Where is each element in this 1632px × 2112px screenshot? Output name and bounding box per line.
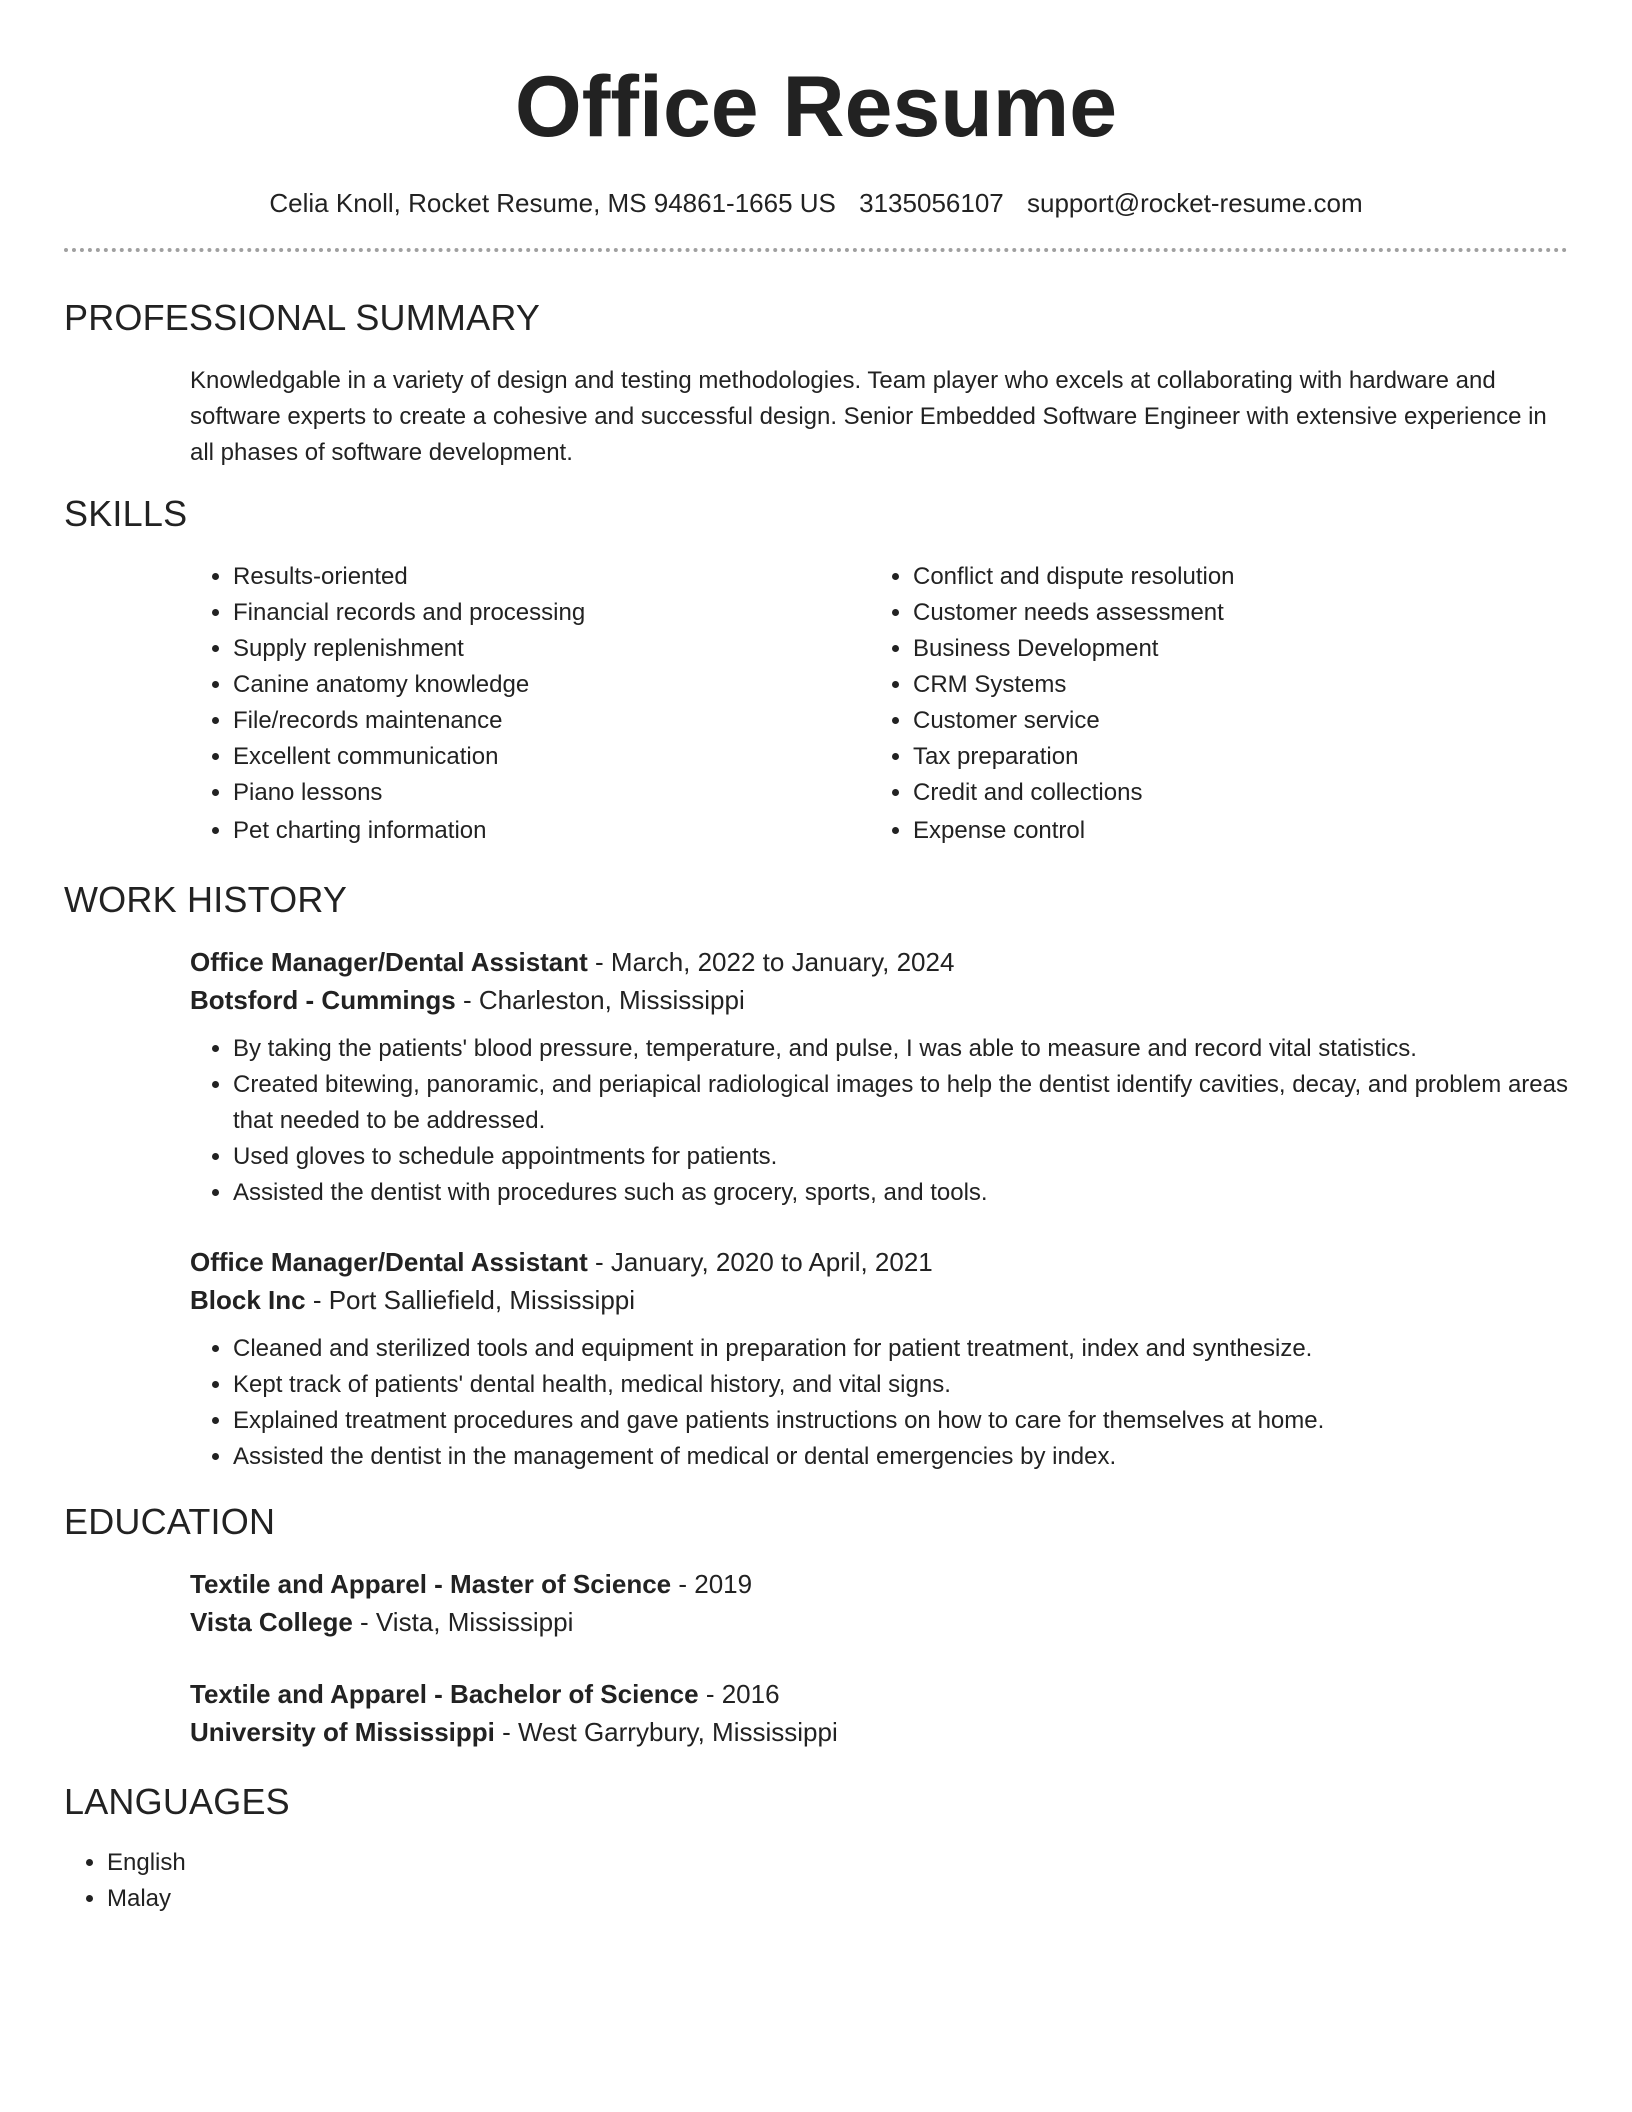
skills-column-2	[870, 559, 1568, 849]
page-title: Office Resume	[514, 59, 1118, 155]
school-line	[190, 1713, 1568, 1751]
skill-item: • Customer needs assessment	[913, 595, 1568, 631]
job-location: - Port Salliefield, Mississippi	[305, 1285, 636, 1315]
skill-item: • Excellent communication	[233, 739, 870, 775]
language-item: • English	[107, 1845, 1568, 1881]
skill-item: • Conflict and dispute resolution	[913, 559, 1568, 595]
education-entry	[190, 1675, 1568, 1751]
contact-line	[64, 186, 1568, 220]
job-entry	[190, 1243, 1568, 1475]
job-title: Office Manager/Dental Assistant	[190, 947, 588, 977]
degree-line	[190, 1675, 1568, 1713]
job-bullets	[190, 1031, 1568, 1211]
header-divider	[64, 248, 1568, 252]
skills-column-1	[190, 559, 870, 849]
job-title-line	[190, 1243, 1568, 1281]
job-company: Botsford - Cummings	[190, 985, 456, 1015]
contact-address: Celia Knoll, Rocket Resume, MS 94861-1665 US	[269, 188, 836, 218]
language-item: • Malay	[107, 1881, 1568, 1917]
skill-item: • Credit and collections	[913, 775, 1568, 811]
job-entry	[190, 943, 1568, 1211]
job-title: Office Manager/Dental Assistant	[190, 1247, 588, 1277]
section-heading-education: EDUCATION	[64, 1501, 276, 1542]
education-entry	[190, 1565, 1568, 1641]
section-heading-work-history: WORK HISTORY	[64, 879, 348, 920]
job-company: Block Inc	[190, 1285, 306, 1315]
degree: Textile and Apparel - Master of Science	[190, 1569, 672, 1599]
skill-item: • Canine anatomy knowledge	[233, 667, 870, 703]
section-heading-languages: LANGUAGES	[64, 1781, 290, 1822]
school-location: - West Garrybury, Mississippi	[494, 1717, 838, 1747]
job-bullet: • Assisted the dentist with procedures such as grocery, sports, and tools.	[233, 1175, 1568, 1211]
job-dates: - March, 2022 to January, 2024	[587, 947, 955, 977]
skill-item: • Financial records and processing	[233, 595, 870, 631]
languages-list	[64, 1845, 1568, 1917]
job-bullet: • Assisted the dentist in the management of medical or dental emergencies by index.	[233, 1439, 1568, 1475]
job-bullets	[190, 1331, 1568, 1475]
skills-list	[190, 559, 1568, 849]
school: University of Mississippi	[190, 1717, 495, 1747]
skill-item: • Customer service	[913, 703, 1568, 739]
contact-phone: 3135056107	[859, 188, 1004, 218]
job-bullet: • By taking the patients' blood pressure, temperature, and pulse, I was able to measure and record vital statistics.	[233, 1031, 1568, 1067]
section-heading-summary: PROFESSIONAL SUMMARY	[64, 297, 541, 338]
skill-item: • CRM Systems	[913, 667, 1568, 703]
job-bullet: • Used gloves to schedule appointments for patients.	[233, 1139, 1568, 1175]
job-bullet: • Explained treatment procedures and gave patients instructions on how to care for themselves at home.	[233, 1403, 1568, 1439]
skill-item: • Expense control	[913, 813, 1568, 849]
skill-item: • Results-oriented	[233, 559, 870, 595]
skill-item: • Tax preparation	[913, 739, 1568, 775]
degree-line	[190, 1565, 1568, 1603]
skill-item: • Supply replenishment	[233, 631, 870, 667]
section-heading-skills: SKILLS	[64, 493, 188, 534]
skill-item: • File/records maintenance	[233, 703, 870, 739]
degree-year: - 2019	[671, 1569, 753, 1599]
job-bullet: • Kept track of patients' dental health, medical history, and vital signs.	[233, 1367, 1568, 1403]
degree-year: - 2016	[698, 1679, 780, 1709]
job-location: - Charleston, Mississippi	[455, 985, 745, 1015]
job-title-line	[190, 943, 1568, 981]
contact-email: support@rocket-resume.com	[1026, 188, 1363, 218]
summary-text: Knowledgable in a variety of design and testing methodologies. Team player who excels at collaborating with hardware and software experts to create a cohesive and successful design. Senior Embedded Software Engineer with extensive experience in all phases of software development.	[190, 367, 1547, 466]
school: Vista College	[190, 1607, 353, 1637]
school-location: - Vista, Mississippi	[352, 1607, 574, 1637]
skill-item: • Piano lessons	[233, 775, 870, 811]
job-company-line	[190, 1281, 1568, 1319]
skill-item: • Pet charting information	[233, 813, 870, 849]
job-bullet: • Created bitewing, panoramic, and periapical radiological images to help the dentist identify cavities, decay, and problem areas that needed to be addressed.	[233, 1067, 1568, 1139]
degree: Textile and Apparel - Bachelor of Science	[190, 1679, 699, 1709]
skill-item: • Business Development	[913, 631, 1568, 667]
job-company-line	[190, 981, 1568, 1019]
school-line	[190, 1603, 1568, 1641]
job-bullet: • Cleaned and sterilized tools and equipment in preparation for patient treatment, index and synthesize.	[233, 1331, 1568, 1367]
job-dates: - January, 2020 to April, 2021	[587, 1247, 933, 1277]
